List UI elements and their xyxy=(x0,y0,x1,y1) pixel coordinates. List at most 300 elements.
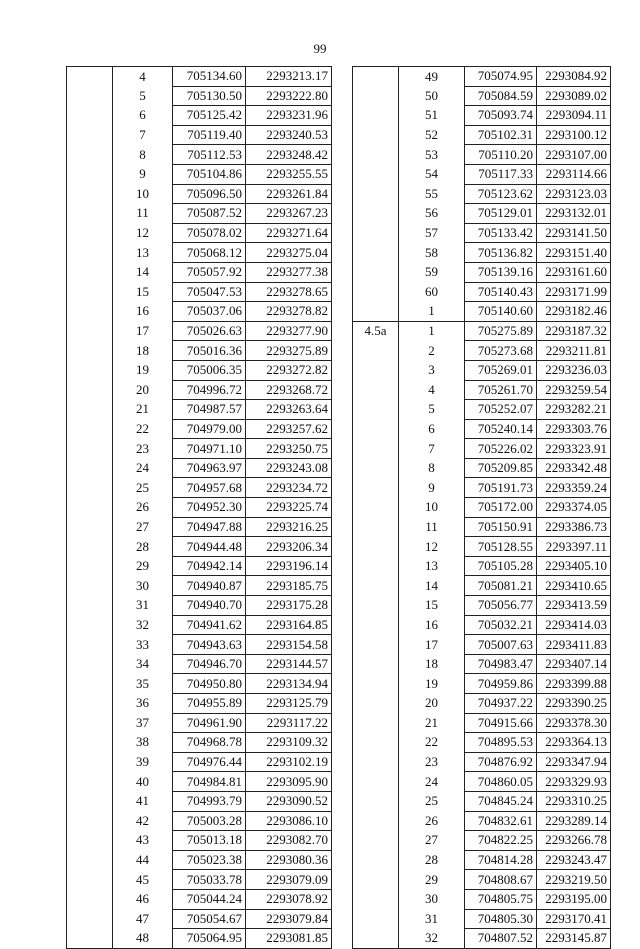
group-cell xyxy=(67,733,113,753)
point-number-cell: 30 xyxy=(399,889,465,909)
y-coordinate-cell: 2293134.94 xyxy=(246,674,332,694)
group-cell xyxy=(353,360,399,380)
table-row xyxy=(67,831,332,851)
y-coordinate-cell: 2293125.79 xyxy=(246,694,332,714)
x-coordinate-cell: 705037.06 xyxy=(173,302,246,322)
x-coordinate-cell: 704946.70 xyxy=(173,654,246,674)
x-coordinate-cell: 705003.28 xyxy=(173,811,246,831)
y-coordinate-cell: 2293347.94 xyxy=(537,752,611,772)
table-row xyxy=(67,262,332,282)
point-number-cell: 22 xyxy=(399,733,465,753)
x-coordinate-cell: 704941.62 xyxy=(173,615,246,635)
y-coordinate-cell: 2293386.73 xyxy=(537,517,611,537)
point-number-cell: 19 xyxy=(399,674,465,694)
y-coordinate-cell: 2293342.48 xyxy=(537,458,611,478)
y-coordinate-cell: 2293277.90 xyxy=(246,321,332,341)
point-number-cell: 8 xyxy=(113,145,173,165)
x-coordinate-cell: 704993.79 xyxy=(173,791,246,811)
y-coordinate-cell: 2293250.75 xyxy=(246,439,332,459)
table-row xyxy=(353,360,611,380)
coordinate-table-right-body xyxy=(353,67,611,949)
point-number-cell: 15 xyxy=(399,596,465,616)
table-row xyxy=(353,889,611,909)
group-cell xyxy=(67,204,113,224)
point-number-cell: 13 xyxy=(113,243,173,263)
table-row xyxy=(67,870,332,890)
y-coordinate-cell: 2293282.21 xyxy=(537,400,611,420)
x-coordinate-cell: 704968.78 xyxy=(173,733,246,753)
table-row xyxy=(67,419,332,439)
group-cell xyxy=(353,86,399,106)
point-number-cell: 18 xyxy=(113,341,173,361)
group-cell xyxy=(67,517,113,537)
point-number-cell: 27 xyxy=(113,517,173,537)
y-coordinate-cell: 2293117.22 xyxy=(246,713,332,733)
table-row xyxy=(353,125,611,145)
x-coordinate-cell: 704979.00 xyxy=(173,419,246,439)
group-cell xyxy=(353,791,399,811)
y-coordinate-cell: 2293154.58 xyxy=(246,635,332,655)
group-cell xyxy=(353,576,399,596)
group-cell xyxy=(67,360,113,380)
point-number-cell: 7 xyxy=(113,125,173,145)
x-coordinate-cell: 705191.73 xyxy=(465,478,537,498)
x-coordinate-cell: 704952.30 xyxy=(173,498,246,518)
y-coordinate-cell: 2293374.05 xyxy=(537,498,611,518)
table-row xyxy=(353,596,611,616)
x-coordinate-cell: 705140.43 xyxy=(465,282,537,302)
table-row xyxy=(353,439,611,459)
x-coordinate-cell: 705110.20 xyxy=(465,145,537,165)
point-number-cell: 14 xyxy=(399,576,465,596)
y-coordinate-cell: 2293089.02 xyxy=(537,86,611,106)
table-row xyxy=(67,635,332,655)
group-cell xyxy=(353,204,399,224)
group-cell xyxy=(67,850,113,870)
table-row xyxy=(67,321,332,341)
y-coordinate-cell: 2293211.81 xyxy=(537,341,611,361)
y-coordinate-cell: 2293196.14 xyxy=(246,556,332,576)
table-row xyxy=(353,929,611,949)
x-coordinate-cell: 705026.63 xyxy=(173,321,246,341)
y-coordinate-cell: 2293195.00 xyxy=(537,889,611,909)
y-coordinate-cell: 2293243.08 xyxy=(246,458,332,478)
x-coordinate-cell: 704983.47 xyxy=(465,654,537,674)
y-coordinate-cell: 2293414.03 xyxy=(537,615,611,635)
y-coordinate-cell: 2293266.78 xyxy=(537,831,611,851)
point-number-cell: 2 xyxy=(399,341,465,361)
group-cell xyxy=(353,713,399,733)
point-number-cell: 42 xyxy=(113,811,173,831)
table-row xyxy=(67,654,332,674)
point-number-cell: 8 xyxy=(399,458,465,478)
y-coordinate-cell: 2293405.10 xyxy=(537,556,611,576)
group-cell xyxy=(353,223,399,243)
point-number-cell: 39 xyxy=(113,752,173,772)
point-number-cell: 6 xyxy=(399,419,465,439)
y-coordinate-cell: 2293243.47 xyxy=(537,850,611,870)
table-row xyxy=(353,694,611,714)
point-number-cell: 9 xyxy=(399,478,465,498)
group-cell xyxy=(67,831,113,851)
table-row xyxy=(353,713,611,733)
point-number-cell: 48 xyxy=(113,929,173,949)
group-cell xyxy=(353,282,399,302)
x-coordinate-cell: 704959.86 xyxy=(465,674,537,694)
y-coordinate-cell: 2293079.09 xyxy=(246,870,332,890)
table-row xyxy=(67,713,332,733)
point-number-cell: 5 xyxy=(113,86,173,106)
table-row xyxy=(353,831,611,851)
y-coordinate-cell: 2293364.13 xyxy=(537,733,611,753)
point-number-cell: 50 xyxy=(399,86,465,106)
x-coordinate-cell: 704940.87 xyxy=(173,576,246,596)
point-number-cell: 4 xyxy=(113,67,173,87)
group-cell xyxy=(353,850,399,870)
table-row xyxy=(67,184,332,204)
y-coordinate-cell: 2293086.10 xyxy=(246,811,332,831)
table-row xyxy=(353,106,611,126)
y-coordinate-cell: 2293080.36 xyxy=(246,850,332,870)
x-coordinate-cell: 705068.12 xyxy=(173,243,246,263)
group-cell xyxy=(67,929,113,949)
point-number-cell: 21 xyxy=(113,400,173,420)
y-coordinate-cell: 2293411.83 xyxy=(537,635,611,655)
x-coordinate-cell: 705093.74 xyxy=(465,106,537,126)
point-number-cell: 26 xyxy=(113,498,173,518)
point-number-cell: 30 xyxy=(113,576,173,596)
table-row xyxy=(67,204,332,224)
y-coordinate-cell: 2293275.04 xyxy=(246,243,332,263)
table-row xyxy=(67,850,332,870)
x-coordinate-cell: 705275.89 xyxy=(465,321,537,341)
table-row xyxy=(353,164,611,184)
y-coordinate-cell: 2293090.52 xyxy=(246,791,332,811)
point-number-cell: 7 xyxy=(399,439,465,459)
table-row xyxy=(353,145,611,165)
y-coordinate-cell: 2293100.12 xyxy=(537,125,611,145)
x-coordinate-cell: 705273.68 xyxy=(465,341,537,361)
y-coordinate-cell: 2293248.42 xyxy=(246,145,332,165)
point-number-cell: 10 xyxy=(113,184,173,204)
x-coordinate-cell: 705140.60 xyxy=(465,302,537,322)
x-coordinate-cell: 705047.53 xyxy=(173,282,246,302)
point-number-cell: 20 xyxy=(113,380,173,400)
group-cell xyxy=(67,243,113,263)
group-cell xyxy=(353,164,399,184)
x-coordinate-cell: 704971.10 xyxy=(173,439,246,459)
y-coordinate-cell: 2293171.99 xyxy=(537,282,611,302)
x-coordinate-cell: 705096.50 xyxy=(173,184,246,204)
point-number-cell: 16 xyxy=(113,302,173,322)
table-row xyxy=(353,791,611,811)
y-coordinate-cell: 2293225.74 xyxy=(246,498,332,518)
y-coordinate-cell: 2293151.40 xyxy=(537,243,611,263)
x-coordinate-cell: 704955.89 xyxy=(173,694,246,714)
point-number-cell: 38 xyxy=(113,733,173,753)
x-coordinate-cell: 705054.67 xyxy=(173,909,246,929)
table-row xyxy=(353,458,611,478)
x-coordinate-cell: 704808.67 xyxy=(465,870,537,890)
group-cell xyxy=(67,615,113,635)
group-cell xyxy=(67,164,113,184)
table-row xyxy=(353,341,611,361)
table-row xyxy=(67,67,332,87)
group-cell xyxy=(67,125,113,145)
group-cell xyxy=(67,380,113,400)
x-coordinate-cell: 705150.91 xyxy=(465,517,537,537)
table-row xyxy=(353,67,611,87)
table-row xyxy=(67,341,332,361)
x-coordinate-cell: 704957.68 xyxy=(173,478,246,498)
point-number-cell: 54 xyxy=(399,164,465,184)
group-cell xyxy=(67,419,113,439)
y-coordinate-cell: 2293222.80 xyxy=(246,86,332,106)
group-cell xyxy=(353,694,399,714)
table-row xyxy=(353,909,611,929)
table-row xyxy=(67,125,332,145)
point-number-cell: 23 xyxy=(399,752,465,772)
x-coordinate-cell: 705172.00 xyxy=(465,498,537,518)
point-number-cell: 34 xyxy=(113,654,173,674)
x-coordinate-cell: 704976.44 xyxy=(173,752,246,772)
point-number-cell: 12 xyxy=(113,223,173,243)
point-number-cell: 43 xyxy=(113,831,173,851)
x-coordinate-cell: 705105.28 xyxy=(465,556,537,576)
table-row xyxy=(67,615,332,635)
table-row xyxy=(353,870,611,890)
y-coordinate-cell: 2293407.14 xyxy=(537,654,611,674)
coordinate-table-left xyxy=(66,66,332,949)
group-cell xyxy=(67,223,113,243)
x-coordinate-cell: 705104.86 xyxy=(173,164,246,184)
group-cell xyxy=(353,243,399,263)
point-number-cell: 37 xyxy=(113,713,173,733)
y-coordinate-cell: 2293397.11 xyxy=(537,537,611,557)
y-coordinate-cell: 2293109.32 xyxy=(246,733,332,753)
y-coordinate-cell: 2293271.64 xyxy=(246,223,332,243)
group-cell xyxy=(353,635,399,655)
x-coordinate-cell: 704961.90 xyxy=(173,713,246,733)
group-cell xyxy=(67,889,113,909)
point-number-cell: 29 xyxy=(113,556,173,576)
x-coordinate-cell: 705130.50 xyxy=(173,86,246,106)
x-coordinate-cell: 704987.57 xyxy=(173,400,246,420)
y-coordinate-cell: 2293261.84 xyxy=(246,184,332,204)
table-row xyxy=(67,223,332,243)
y-coordinate-cell: 2293095.90 xyxy=(246,772,332,792)
y-coordinate-cell: 2293185.75 xyxy=(246,576,332,596)
point-number-cell: 10 xyxy=(399,498,465,518)
table-row xyxy=(67,929,332,949)
x-coordinate-cell: 705117.33 xyxy=(465,164,537,184)
group-cell xyxy=(353,341,399,361)
y-coordinate-cell: 2293094.11 xyxy=(537,106,611,126)
point-number-cell: 16 xyxy=(399,615,465,635)
y-coordinate-cell: 2293275.89 xyxy=(246,341,332,361)
point-number-cell: 24 xyxy=(399,772,465,792)
point-number-cell: 58 xyxy=(399,243,465,263)
group-cell xyxy=(67,556,113,576)
table-row xyxy=(67,537,332,557)
coordinate-table-right xyxy=(352,66,611,949)
x-coordinate-cell: 704947.88 xyxy=(173,517,246,537)
x-coordinate-cell: 705134.60 xyxy=(173,67,246,87)
x-coordinate-cell: 704895.53 xyxy=(465,733,537,753)
group-cell xyxy=(353,145,399,165)
point-number-cell: 17 xyxy=(399,635,465,655)
table-row xyxy=(353,380,611,400)
group-cell xyxy=(67,811,113,831)
x-coordinate-cell: 705136.82 xyxy=(465,243,537,263)
y-coordinate-cell: 2293102.19 xyxy=(246,752,332,772)
table-row xyxy=(353,262,611,282)
table-row xyxy=(67,733,332,753)
table-row xyxy=(67,517,332,537)
point-number-cell: 27 xyxy=(399,831,465,851)
point-number-cell: 12 xyxy=(399,537,465,557)
group-cell xyxy=(67,400,113,420)
table-row xyxy=(353,733,611,753)
y-coordinate-cell: 2293236.03 xyxy=(537,360,611,380)
y-coordinate-cell: 2293078.92 xyxy=(246,889,332,909)
y-coordinate-cell: 2293268.72 xyxy=(246,380,332,400)
table-row xyxy=(353,772,611,792)
point-number-cell: 6 xyxy=(113,106,173,126)
group-cell xyxy=(67,341,113,361)
x-coordinate-cell: 705123.62 xyxy=(465,184,537,204)
point-number-cell: 23 xyxy=(113,439,173,459)
group-cell xyxy=(353,400,399,420)
table-row xyxy=(67,360,332,380)
y-coordinate-cell: 2293206.34 xyxy=(246,537,332,557)
x-coordinate-cell: 704984.81 xyxy=(173,772,246,792)
y-coordinate-cell: 2293272.82 xyxy=(246,360,332,380)
point-number-cell: 11 xyxy=(399,517,465,537)
x-coordinate-cell: 704822.25 xyxy=(465,831,537,851)
table-row xyxy=(353,576,611,596)
point-number-cell: 1 xyxy=(399,321,465,341)
table-row xyxy=(353,184,611,204)
group-cell xyxy=(353,889,399,909)
y-coordinate-cell: 2293277.38 xyxy=(246,262,332,282)
group-cell xyxy=(353,498,399,518)
table-row xyxy=(67,439,332,459)
y-coordinate-cell: 2293310.25 xyxy=(537,791,611,811)
x-coordinate-cell: 705240.14 xyxy=(465,419,537,439)
x-coordinate-cell: 705007.63 xyxy=(465,635,537,655)
point-number-cell: 32 xyxy=(113,615,173,635)
y-coordinate-cell: 2293359.24 xyxy=(537,478,611,498)
group-cell xyxy=(67,870,113,890)
x-coordinate-cell: 704805.30 xyxy=(465,909,537,929)
y-coordinate-cell: 2293329.93 xyxy=(537,772,611,792)
y-coordinate-cell: 2293263.64 xyxy=(246,400,332,420)
x-coordinate-cell: 705252.07 xyxy=(465,400,537,420)
group-cell xyxy=(67,106,113,126)
point-number-cell: 60 xyxy=(399,282,465,302)
point-number-cell: 21 xyxy=(399,713,465,733)
group-cell xyxy=(353,615,399,635)
table-row xyxy=(67,458,332,478)
table-row xyxy=(353,419,611,439)
x-coordinate-cell: 704940.70 xyxy=(173,596,246,616)
group-cell xyxy=(353,929,399,949)
group-cell: 4.5a xyxy=(353,321,399,341)
group-cell xyxy=(353,654,399,674)
table-row xyxy=(67,106,332,126)
group-cell xyxy=(353,831,399,851)
group-cell xyxy=(67,262,113,282)
table-row xyxy=(353,556,611,576)
y-coordinate-cell: 2293107.00 xyxy=(537,145,611,165)
x-coordinate-cell: 705023.38 xyxy=(173,850,246,870)
group-cell xyxy=(67,321,113,341)
table-row xyxy=(353,498,611,518)
table-row xyxy=(353,478,611,498)
group-cell xyxy=(353,125,399,145)
x-coordinate-cell: 705269.01 xyxy=(465,360,537,380)
group-cell xyxy=(353,517,399,537)
x-coordinate-cell: 705078.02 xyxy=(173,223,246,243)
table-row xyxy=(353,86,611,106)
x-coordinate-cell: 705139.16 xyxy=(465,262,537,282)
group-cell xyxy=(67,772,113,792)
group-cell xyxy=(67,713,113,733)
x-coordinate-cell: 705013.18 xyxy=(173,831,246,851)
point-number-cell: 18 xyxy=(399,654,465,674)
x-coordinate-cell: 704915.66 xyxy=(465,713,537,733)
table-row xyxy=(353,517,611,537)
y-coordinate-cell: 2293390.25 xyxy=(537,694,611,714)
point-number-cell: 19 xyxy=(113,360,173,380)
x-coordinate-cell: 705128.55 xyxy=(465,537,537,557)
y-coordinate-cell: 2293187.32 xyxy=(537,321,611,341)
x-coordinate-cell: 705087.52 xyxy=(173,204,246,224)
y-coordinate-cell: 2293255.55 xyxy=(246,164,332,184)
point-number-cell: 5 xyxy=(399,400,465,420)
table-row xyxy=(67,909,332,929)
y-coordinate-cell: 2293164.85 xyxy=(246,615,332,635)
y-coordinate-cell: 2293231.96 xyxy=(246,106,332,126)
table-row xyxy=(67,145,332,165)
group-cell xyxy=(67,537,113,557)
x-coordinate-cell: 705016.36 xyxy=(173,341,246,361)
y-coordinate-cell: 2293410.65 xyxy=(537,576,611,596)
point-number-cell: 31 xyxy=(399,909,465,929)
y-coordinate-cell: 2293141.50 xyxy=(537,223,611,243)
y-coordinate-cell: 2293082.70 xyxy=(246,831,332,851)
point-number-cell: 40 xyxy=(113,772,173,792)
group-cell xyxy=(67,635,113,655)
point-number-cell: 32 xyxy=(399,929,465,949)
x-coordinate-cell: 704876.92 xyxy=(465,752,537,772)
y-coordinate-cell: 2293144.57 xyxy=(246,654,332,674)
point-number-cell: 26 xyxy=(399,811,465,831)
table-row xyxy=(67,752,332,772)
point-number-cell: 51 xyxy=(399,106,465,126)
group-cell xyxy=(67,67,113,87)
table-row xyxy=(353,674,611,694)
group-cell xyxy=(353,67,399,87)
point-number-cell: 46 xyxy=(113,889,173,909)
table-row xyxy=(353,243,611,263)
y-coordinate-cell: 2293170.41 xyxy=(537,909,611,929)
point-number-cell: 33 xyxy=(113,635,173,655)
point-number-cell: 56 xyxy=(399,204,465,224)
point-number-cell: 15 xyxy=(113,282,173,302)
y-coordinate-cell: 2293132.01 xyxy=(537,204,611,224)
